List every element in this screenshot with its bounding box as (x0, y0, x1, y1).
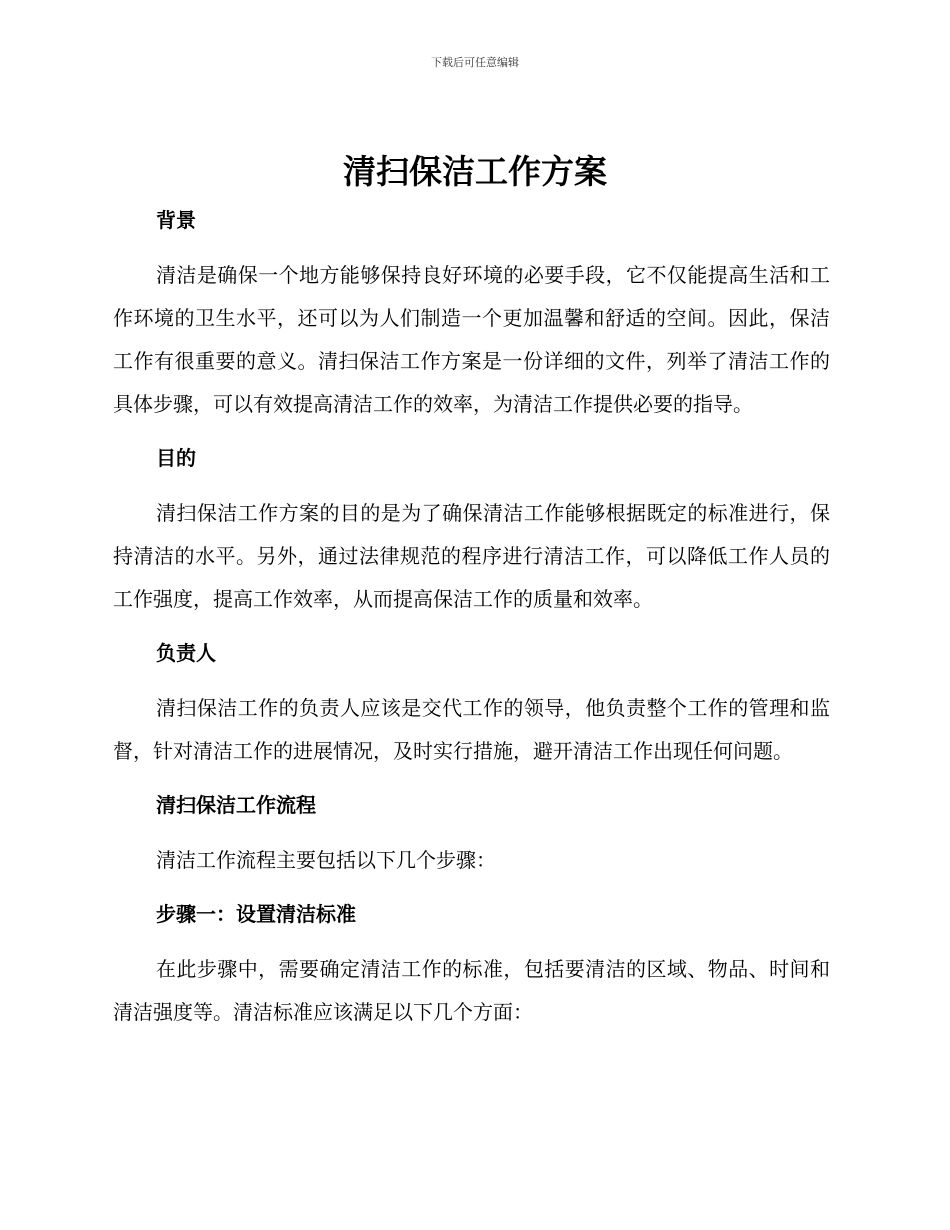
section-heading-responsible-person: 负责人 (156, 641, 216, 665)
section-paragraph-purpose: 清扫保洁工作方案的目的是为了确保清洁工作能够根据既定的标准进行，保持清洁的水平。另外，通过法律规范的程序进行清洁工作，可以降低工作人员的工作强度，提高工作效率，从而提高保洁工作的质量和效率。 (113, 501, 830, 611)
document-title: 清扫保洁工作方案 (343, 152, 607, 191)
header-note: 下载后可任意编辑 (431, 56, 519, 69)
section-heading-workflow: 清扫保洁工作流程 (156, 793, 316, 817)
document-body (113, 200, 830, 1034)
section-paragraph-background: 清洁是确保一个地方能够保持良好环境的必要手段，它不仅能提高生活和工作环境的卫生水平，还可以为人们制造一个更加温馨和舒适的空间。因此，保洁工作有很重要的意义。清扫保洁工作方案是一份详细的文件，列举了清洁工作的具体步骤，可以有效提高清洁工作的效率，为清洁工作提供必要的指导。 (113, 263, 830, 416)
section-heading-background: 背景 (156, 208, 196, 232)
section-paragraph-workflow: 清洁工作流程主要包括以下几个步骤： (156, 848, 496, 872)
section-paragraph-responsible-person: 清扫保洁工作的负责人应该是交代工作的领导，他负责整个工作的管理和监督，针对清洁工作的进展情况，及时实行措施，避开清洁工作出现任何问题。 (113, 696, 830, 763)
section-heading-step-one: 步骤一：设置清洁标准 (156, 902, 356, 926)
section-paragraph-step-one: 在此步骤中，需要确定清洁工作的标准，包括要清洁的区域、物品、时间和清洁强度等。清洁标准应该满足以下几个方面： (113, 957, 830, 1024)
section-heading-purpose: 目的 (156, 446, 196, 470)
